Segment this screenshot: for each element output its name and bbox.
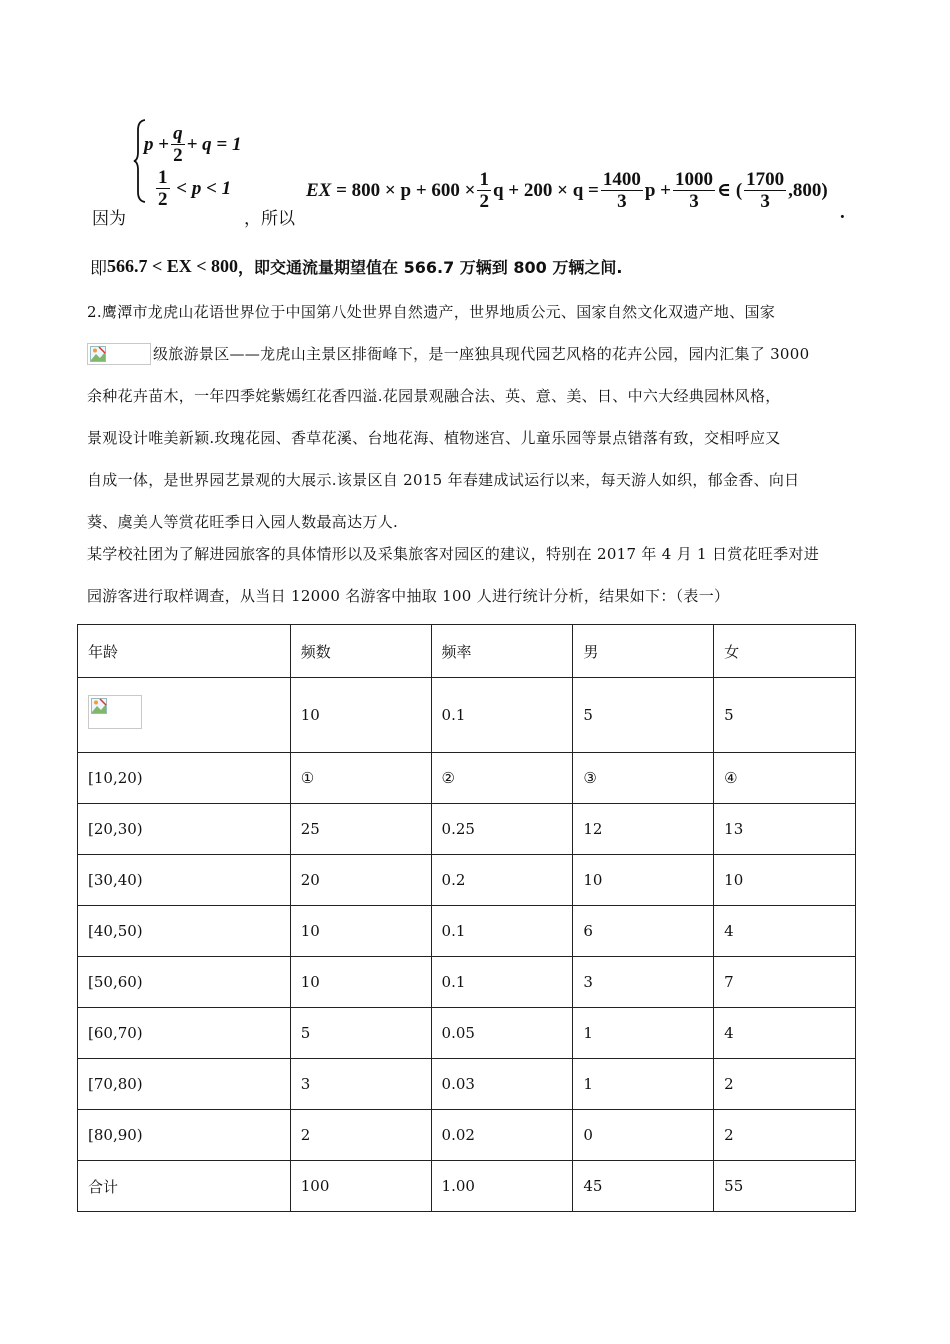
cell: ④ xyxy=(714,753,856,804)
one-half-fraction: $\frac{1}{2}$ xyxy=(158,167,168,210)
cell: [70,80) xyxy=(78,1059,291,1110)
table-row xyxy=(78,678,856,753)
cell: [50,60) xyxy=(78,957,291,1008)
because-label: 因为 xyxy=(92,209,126,229)
cell: 0.02 xyxy=(431,1110,573,1161)
header-male: 男 xyxy=(573,625,714,678)
expression-period: . xyxy=(840,202,845,223)
problem-2-text xyxy=(87,297,867,611)
broken-image-icon xyxy=(87,343,151,365)
cell: 5 xyxy=(573,678,714,753)
cell: 55 xyxy=(714,1161,856,1212)
cell: 3 xyxy=(573,957,714,1008)
problem-line-5: 自成一体，是世界园艺景观的大展示.该景区自 2015 年春建成试运行以来，每天游人如织，郁金香、向日 xyxy=(87,471,800,489)
cell: 20 xyxy=(290,855,431,906)
cell: 5 xyxy=(714,678,856,753)
cell: 2 xyxy=(714,1110,856,1161)
cell: ② xyxy=(431,753,573,804)
cell: 7 xyxy=(714,957,856,1008)
problem-line-7: 某学校社团为了解进园旅客的具体情形以及采集旅客对园区的建议，特别在 2017 年 4 月 1 日赏花旺季对进 xyxy=(87,545,820,563)
problem-line-8: 园游客进行取样调查，从当日 12000 名游客中抽取 100 人进行统计分析，结果如下：（表一） xyxy=(87,587,730,605)
one-half-fraction-2: $\frac{1}{2}$ xyxy=(479,169,489,212)
cell: 2 xyxy=(290,1110,431,1161)
table-row xyxy=(78,957,856,1008)
cell: ① xyxy=(290,753,431,804)
table-row xyxy=(78,1059,856,1110)
cell: 4 xyxy=(714,1008,856,1059)
problem-line-2: 级旅游景区——龙虎山主景区排衙峰下，是一座独具现代园艺风格的花卉公园，园内汇集了 3000 xyxy=(87,339,867,369)
cell: 0.03 xyxy=(431,1059,573,1110)
therefore-label: ，所以 xyxy=(244,209,295,229)
cell: 1 xyxy=(573,1059,714,1110)
cell: 10 xyxy=(290,957,431,1008)
age-statistics-table xyxy=(77,624,856,1212)
cell: 10 xyxy=(714,855,856,906)
cell: [10,20) xyxy=(78,753,291,804)
problem-line-3: 余种花卉苗木，一年四季姹紫嫣红花香四溢.花园景观融合法、英、意、美、日、中六大经典园林风格， xyxy=(87,387,781,405)
header-rate: 频率 xyxy=(431,625,573,678)
header-age: 年龄 xyxy=(78,625,291,678)
cell: 合计 xyxy=(78,1161,291,1212)
cell: 0.1 xyxy=(431,678,573,753)
cell: 100 xyxy=(290,1161,431,1212)
table-row xyxy=(78,804,856,855)
system-equation-2: $\frac{1}{2}$ < p < 1 xyxy=(158,167,232,210)
cell: [40,50) xyxy=(78,906,291,957)
cell: 4 xyxy=(714,906,856,957)
table-row xyxy=(78,855,856,906)
broken-image-icon xyxy=(88,695,142,729)
problem-line-4: 景观设计唯美新颖.玫瑰花园、香草花溪、台地花海、植物迷宫、儿童乐园等景点错落有致，交相呼应又 xyxy=(87,429,781,447)
cell: 0.05 xyxy=(431,1008,573,1059)
cell: ③ xyxy=(573,753,714,804)
expectation-expression: EX = 800 × p + 600 × $\frac{1}{2}$ q + 200 × q = $\frac{1400}{3}$ p + $\frac{1000}{3}$ ∈ ( $\frac{1700}{3}$ ,800) xyxy=(306,169,828,212)
table-header-row xyxy=(78,625,856,678)
cell: 0.1 xyxy=(431,906,573,957)
cell: [80,90) xyxy=(78,1110,291,1161)
cell: 0.25 xyxy=(431,804,573,855)
cell: 10 xyxy=(290,906,431,957)
cell: 0.2 xyxy=(431,855,573,906)
cell: 10 xyxy=(290,678,431,753)
problem-line-6: 葵、虞美人等赏花旺季日入园人数最高达万人. xyxy=(87,513,399,531)
cell: 0 xyxy=(573,1110,714,1161)
table-row xyxy=(78,1008,856,1059)
table-total-row xyxy=(78,1161,856,1212)
cell: 2 xyxy=(714,1059,856,1110)
cell: 6 xyxy=(573,906,714,957)
cell: 1.00 xyxy=(431,1161,573,1212)
cell: 13 xyxy=(714,804,856,855)
cell: 12 xyxy=(573,804,714,855)
header-frequency: 频数 xyxy=(290,625,431,678)
table-row xyxy=(78,1110,856,1161)
q-over-2-fraction: $\frac{q}{2}$ xyxy=(173,123,183,166)
conclusion-line: 即 566.7 < EX < 800 ，即交通流量期望值在 566.7 万辆到 800 万辆之间. xyxy=(90,256,623,279)
cell: 10 xyxy=(573,855,714,906)
cell: 0.1 xyxy=(431,957,573,1008)
cell: [60,70) xyxy=(78,1008,291,1059)
fraction-1000-3: $\frac{1000}{3}$ xyxy=(675,169,714,212)
table-row xyxy=(78,753,856,804)
cell: 5 xyxy=(290,1008,431,1059)
age-cell-image xyxy=(78,678,291,753)
table-row xyxy=(78,906,856,957)
problem-line-1: 2.鹰潭市龙虎山花语世界位于中国第八处世界自然遗产，世界地质公元、国家自然文化双遗产地、国家 xyxy=(87,303,776,321)
header-female: 女 xyxy=(714,625,856,678)
fraction-1400-3: $\frac{1400}{3}$ xyxy=(602,169,641,212)
cell: [20,30) xyxy=(78,804,291,855)
cell: [30,40) xyxy=(78,855,291,906)
cell: 3 xyxy=(290,1059,431,1110)
cell: 25 xyxy=(290,804,431,855)
cell: 1 xyxy=(573,1008,714,1059)
fraction-1700-3: $\frac{1700}{3}$ xyxy=(746,169,785,212)
cell: 45 xyxy=(573,1161,714,1212)
system-equation-1: p + $\frac{q}{2}$ + q = 1 xyxy=(144,123,242,166)
